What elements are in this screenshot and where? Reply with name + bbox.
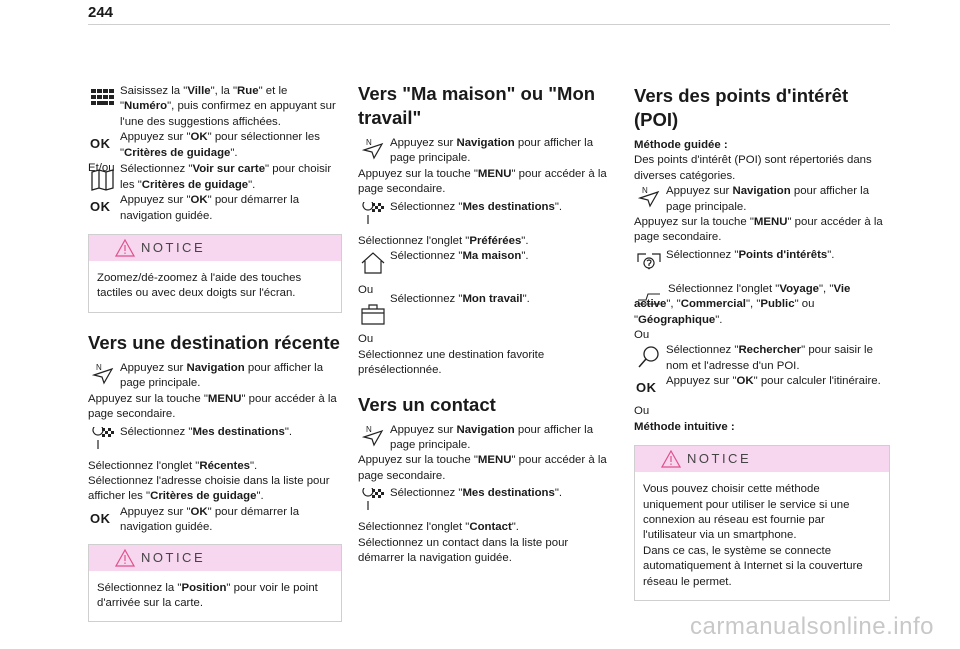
step-my-work <box>358 292 608 326</box>
step-text: Sélectionnez l'onglet "Contact". <box>358 521 519 534</box>
step-text: Appuyez sur "OK" pour calculer l'itinéraire. <box>666 375 881 388</box>
step-my-destinations <box>358 200 608 234</box>
heading-home-work: Vers "Ma maison" ou "Mon travail" <box>358 83 596 128</box>
or-text: Ou <box>358 284 374 297</box>
notice-text: Vous pouvez choisir cette méthode uniquement pour utiliser le service si une connexion au réseau est fournie par l'utilisateur via un smartphone. Dans ce cas, le système se connecte automatiquement à Internet si la couverture réseau le permet. <box>643 483 863 588</box>
home-icon <box>360 251 386 275</box>
step-search <box>634 343 890 374</box>
step-text: Appuyez sur la touche "MENU" pour accéder à la page secondaire. <box>358 454 607 482</box>
navigation-arrow-icon <box>360 423 386 447</box>
step-text: Appuyez sur la touche "MENU" pour accéder à la page secondaire. <box>358 167 607 196</box>
destinations-icon <box>360 488 386 512</box>
step-text: Sélectionnez l'onglet "Préférées". <box>358 234 529 247</box>
step-navigation <box>358 136 608 167</box>
notice-text: Sélectionnez la "Position" pour voir le point d'arrivée sur la carte. <box>97 581 318 609</box>
column-3 <box>634 84 890 611</box>
notice-label: NOTICE <box>687 451 752 467</box>
step-my-home <box>358 249 608 283</box>
step-text: Appuyez sur Navigation pour afficher la page principale. <box>390 137 594 165</box>
svg-text:N: N <box>642 186 648 196</box>
step-my-destinations <box>88 425 342 459</box>
step-text: Appuyez sur la touche "MENU" pour accéder à la page secondaire. <box>88 392 337 421</box>
step-ok-start <box>88 193 342 224</box>
intuitive-method-label: Méthode intuitive : <box>634 420 735 433</box>
step-points-of-interest <box>634 248 890 282</box>
watermark: carmanualsonline.info <box>690 613 934 640</box>
step-text: Appuyez sur Navigation pour afficher la page principale. <box>120 361 324 390</box>
notice-box-3 <box>634 445 890 601</box>
warning-icon <box>115 239 135 257</box>
step-text: Sélectionnez "Points d'intérêts". <box>666 248 835 261</box>
search-icon <box>636 345 662 369</box>
step-enter-address <box>88 84 342 130</box>
step-text: Appuyez sur "OK" pour sélectionner les "Critères de guidage". <box>120 131 320 159</box>
heading-contact: Vers un contact <box>358 393 496 415</box>
navigation-arrow-icon <box>636 184 662 208</box>
step-ok-calculate <box>634 374 890 404</box>
ok-icon: OK <box>90 510 111 526</box>
column-1 <box>88 84 342 632</box>
svg-text:N: N <box>366 424 372 434</box>
heading-poi: Vers des points d'intérêt (POI) <box>634 85 849 130</box>
step-text: Saisissez la "Ville", la "Rue" et le "Numéro", puis confirmez en appuyant sur l'une des suggestions affichées. <box>120 85 336 128</box>
step-text: Appuyez sur Navigation pour afficher la page principale. <box>666 185 870 213</box>
step-text: Sélectionnez un contact dans la liste pour démarrer la navigation guidée. <box>358 536 569 565</box>
notice-text: Zoomez/dé-zoomez à l'aide des touches tactiles ou avec deux doigts sur l'écran. <box>97 272 302 300</box>
notice-header <box>89 545 341 571</box>
warning-icon <box>661 450 681 468</box>
svg-text:N: N <box>96 362 102 372</box>
or-text: Ou <box>634 329 650 342</box>
or-text: Ou <box>634 405 650 418</box>
step-text: Sélectionnez "Mes destinations". <box>390 487 563 500</box>
step-text: Sélectionnez l'onglet "Voyage", "Vie active", "Commercial", "Public" ou "Géographique". <box>634 282 851 326</box>
navigation-arrow-icon <box>90 361 116 385</box>
column-2 <box>358 82 608 567</box>
keyboard-icon <box>90 86 116 110</box>
navigation-arrow-icon <box>360 136 386 160</box>
step-navigation <box>358 423 608 454</box>
step-text: Sélectionnez "Voir sur carte" pour choisir les "Critères de guidage". <box>120 163 332 191</box>
and-or-text: Et/ou <box>88 162 115 175</box>
poi-icon <box>636 250 662 274</box>
notice-box <box>88 234 342 313</box>
step-text: Sélectionnez "Mes destinations". <box>120 425 293 438</box>
step-navigation <box>634 184 890 215</box>
step-text: Appuyez sur la touche "MENU" pour accéder à la page secondaire. <box>634 216 883 244</box>
step-text: Des points d'intérêt (POI) sont répertoriés dans diverses catégories. <box>634 154 872 182</box>
step-ok-criteria <box>88 130 342 161</box>
or-text: Ou <box>358 333 374 346</box>
guided-method-label: Méthode guidée : <box>634 139 728 151</box>
notice-label: NOTICE <box>141 549 206 565</box>
step-text: Sélectionnez "Mes destinations". <box>390 200 563 213</box>
step-text: Appuyez sur "OK" pour démarrer la navigation guidée. <box>120 505 300 534</box>
briefcase-icon <box>360 302 386 326</box>
tabs-icon <box>636 284 662 308</box>
heading-recent-destination: Vers une destination récente <box>88 331 340 353</box>
header-rule <box>88 24 890 25</box>
step-text: Sélectionnez l'onglet "Récentes". <box>88 459 258 472</box>
step-ok-start-2 <box>88 505 342 536</box>
map-icon <box>90 168 116 192</box>
destinations-icon <box>360 202 386 226</box>
destinations-icon <box>90 427 116 451</box>
notice-box-2 <box>88 544 342 623</box>
notice-label: NOTICE <box>141 240 206 256</box>
step-text: Sélectionnez l'adresse choisie dans la liste pour afficher les "Critères de guidage". <box>88 474 330 503</box>
step-text: Appuyez sur "OK" pour démarrer la navigation guidée. <box>120 194 300 222</box>
step-category-tabs <box>634 282 890 328</box>
page-number: 244 <box>88 4 114 21</box>
step-text: Appuyez sur Navigation pour afficher la page principale. <box>390 423 594 452</box>
ok-icon: OK <box>636 380 657 396</box>
warning-icon <box>115 549 135 567</box>
step-my-destinations <box>358 486 608 520</box>
step-navigation <box>88 361 342 392</box>
step-text: Sélectionnez "Ma maison". <box>390 250 529 263</box>
step-text: Sélectionnez "Rechercher" pour saisir le nom et l'adresse d'un POI. <box>666 344 873 372</box>
notice-header <box>635 446 889 472</box>
step-text: Sélectionnez "Mon travail". <box>390 293 530 306</box>
step-view-map <box>88 162 342 193</box>
notice-header <box>89 235 341 261</box>
ok-icon: OK <box>90 199 111 215</box>
svg-text:N: N <box>366 138 372 147</box>
ok-icon: OK <box>90 136 111 152</box>
step-text: Sélectionnez une destination favorite présélectionnée. <box>358 348 545 377</box>
